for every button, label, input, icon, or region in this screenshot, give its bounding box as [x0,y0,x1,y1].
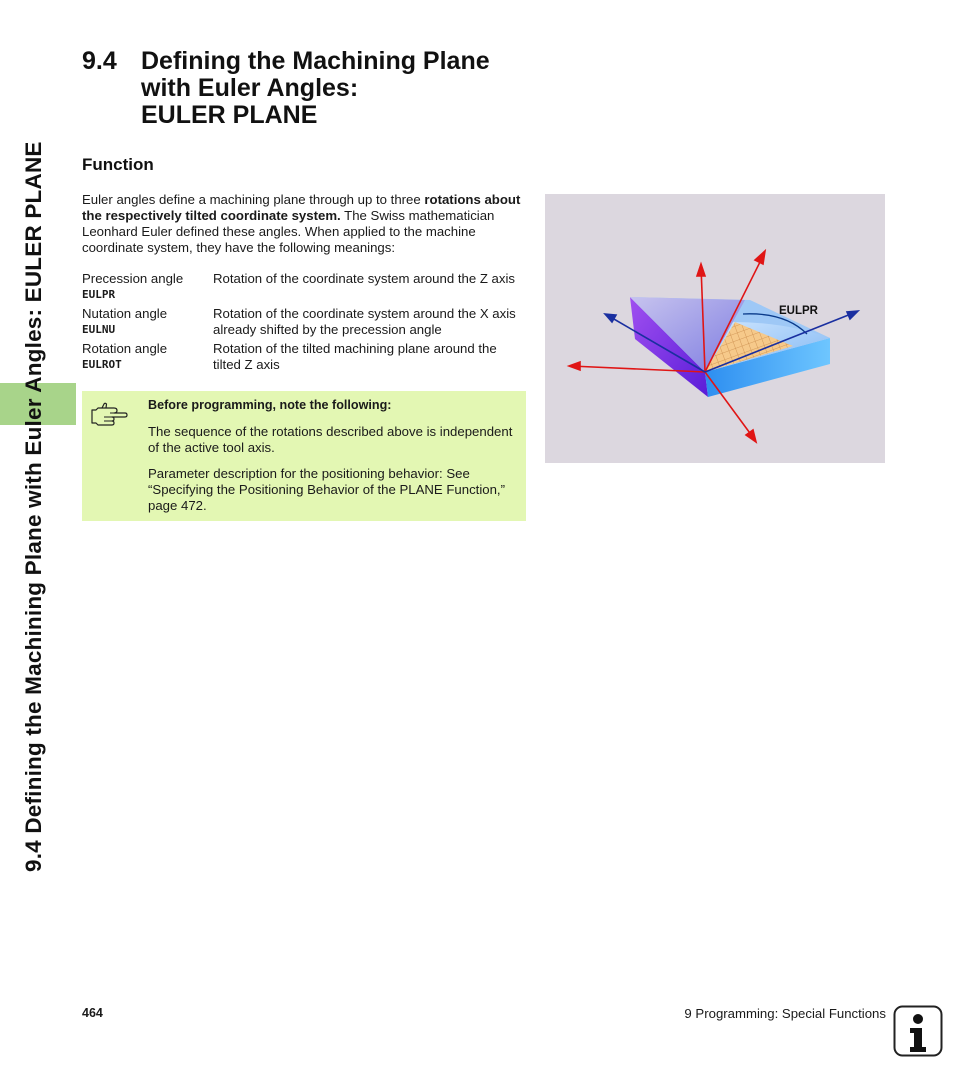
heading-line-3: EULER PLANE [141,101,318,129]
definition-description: Rotation of the coordinate system around the Z axis [213,271,516,286]
pointing-hand-icon [90,401,128,427]
note-heading: Before programming, note the following: [148,398,392,412]
page-number: 464 [82,1006,103,1020]
function-subheading: Function [82,155,154,174]
definition-description: Rotation of the coordinate system around the X axis already shifted by the precession angle [213,306,516,337]
side-chapter-title: 9.4 Defining the Machining Plane with Euler Angles: EULER PLANE [21,141,46,872]
note-paragraph-1: The sequence of the rotations described above is independent of the active tool axis. [148,424,513,455]
heading-line-1: Defining the Machining Plane [141,47,490,75]
definition-term: Rotation angle [82,341,168,356]
note-paragraph-2: Parameter description for the positioning behavior: See “Specifying the Positioning Behavior of the PLANE Function,” page 472. [148,466,505,513]
definition-row [82,271,527,306]
note-box [82,391,526,521]
heading-line-2: with Euler Angles: [141,74,359,102]
definition-code: EULPR [82,288,116,301]
definition-row [82,341,527,376]
info-icon [893,1005,943,1057]
section-number: 9.4 [82,47,117,75]
intro-paragraph: Euler angles define a machining plane through up to three rotations about the respectively tilted coordinate system. The Swiss mathematician Leonhard Euler defined these angles. When applied to the machine coordinate system, they have the following meanings: [82,192,521,255]
definition-description: Rotation of the tilted machining plane around the tilted Z axis [213,341,497,372]
eulpr-label: EULPR [779,305,818,317]
euler-angle-figure [545,194,885,463]
chapter-footer: 9 Programming: Special Functions [684,1006,886,1021]
definition-table [82,271,527,376]
definition-code: EULNU [82,323,116,336]
definition-code: EULROT [82,358,122,371]
intro-bold-text: rotations about the respectively tilted coordinate system. [82,192,521,223]
definition-row [82,306,527,341]
euler-plane-illustration [545,194,885,463]
definition-term: Precession angle [82,271,184,286]
definition-term: Nutation angle [82,306,168,321]
